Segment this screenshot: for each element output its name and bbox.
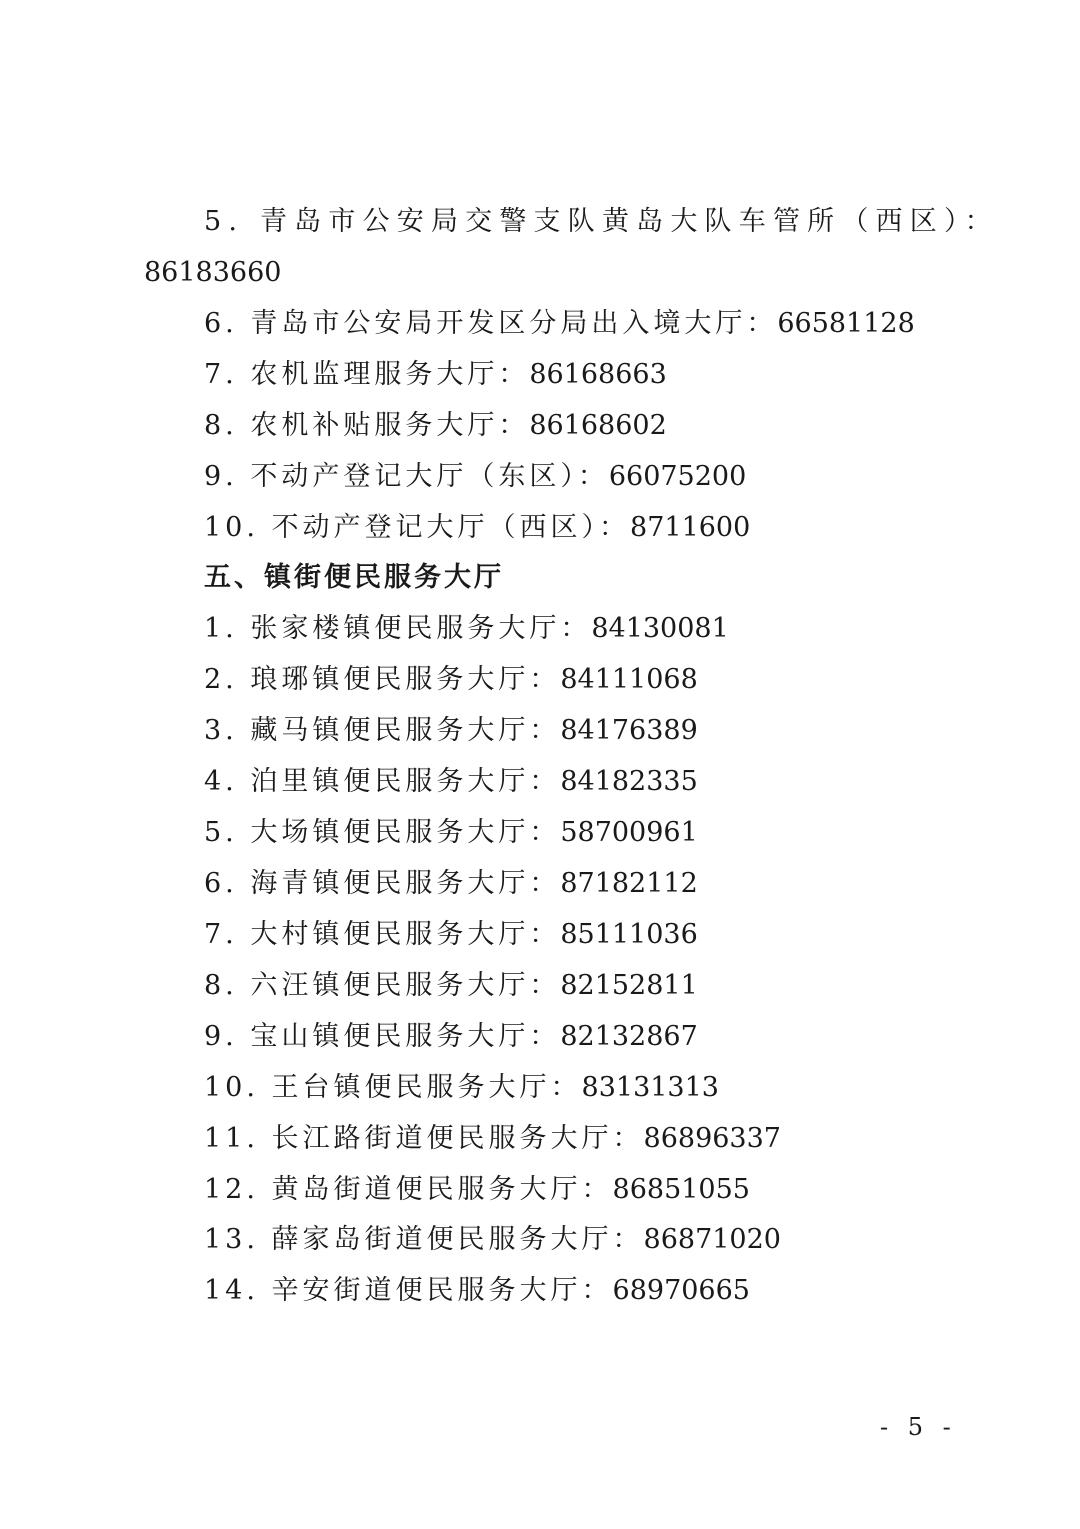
item-phone: 86168602: [529, 410, 667, 441]
item-label: 8. 六汪镇便民服务大厅：: [204, 970, 561, 1001]
item-phone: 58700961: [560, 817, 698, 848]
item-label: 13. 薛家岛街道便民服务大厅：: [204, 1224, 644, 1255]
list-item: [204, 511, 750, 545]
item-phone: 86851055: [612, 1174, 750, 1205]
item-label: 5. 青岛市公安局交警支队黄岛大队车管所（西区）：: [204, 206, 999, 237]
item-phone: 85111036: [560, 919, 698, 950]
list-item: [204, 358, 667, 392]
list-item: [204, 1020, 698, 1054]
item-phone: 68970665: [612, 1275, 750, 1306]
list-item: [204, 409, 667, 443]
page-number: - 5 -: [880, 1413, 957, 1441]
list-item: [204, 663, 698, 697]
item-phone: 66075200: [608, 461, 747, 492]
item-label: 7. 农机监理服务大厅：: [204, 359, 530, 390]
item-label: 8. 农机补贴服务大厅：: [204, 410, 530, 441]
item-label: 7. 大村镇便民服务大厅：: [204, 919, 561, 950]
item-label: 4. 泊里镇便民服务大厅：: [204, 766, 561, 797]
item-phone: 84176389: [560, 715, 698, 746]
item-label: 6. 青岛市公安局开发区分局出入境大厅：: [204, 308, 778, 339]
item-phone: 66581128: [777, 308, 915, 339]
list-item: [204, 765, 698, 799]
item-label: 10. 不动产登记大厅（西区）：: [204, 512, 631, 543]
item-label: 1. 张家楼镇便民服务大厅：: [204, 613, 592, 644]
list-item: [204, 612, 729, 646]
item-phone: 86168663: [529, 359, 667, 390]
item-label: 9. 宝山镇便民服务大厅：: [204, 1021, 561, 1052]
item-phone: 86183660: [144, 257, 282, 288]
list-item: [204, 918, 698, 952]
item-phone: 84111068: [560, 664, 698, 695]
item-label: 6. 海青镇便民服务大厅：: [204, 868, 561, 899]
item-phone: 82132867: [560, 1021, 698, 1052]
list-item: [204, 714, 698, 748]
item-phone: 84130081: [591, 613, 729, 644]
item-phone: 86871020: [643, 1224, 781, 1255]
item-phone: 87182112: [560, 868, 698, 899]
item-phone: 86896337: [643, 1123, 781, 1154]
item-label: 12. 黄岛街道便民服务大厅：: [204, 1174, 613, 1205]
item-label: 3. 藏马镇便民服务大厅：: [204, 715, 561, 746]
list-item-continuation: [144, 256, 281, 290]
item-label: 14. 辛安街道便民服务大厅：: [204, 1275, 613, 1306]
list-item: [204, 816, 698, 850]
item-label: 5. 大场镇便民服务大厅：: [204, 817, 561, 848]
item-phone: 84182335: [560, 766, 698, 797]
item-label: 10. 王台镇便民服务大厅：: [204, 1072, 582, 1103]
item-phone: 83131313: [581, 1072, 719, 1103]
list-item: [204, 1274, 750, 1308]
item-phone: 8711600: [630, 512, 751, 543]
list-item: [204, 205, 999, 239]
list-item: [204, 307, 915, 341]
list-item: [204, 460, 746, 494]
list-item: [204, 1071, 719, 1105]
section-heading: 五、镇街便民服务大厅: [204, 562, 504, 593]
list-item: [204, 1223, 781, 1257]
item-phone: 82152811: [560, 970, 698, 1001]
item-label: 11. 长江路街道便民服务大厅：: [204, 1123, 644, 1154]
list-item: [204, 867, 698, 901]
list-item: [204, 1122, 781, 1156]
item-label: 9. 不动产登记大厅（东区）：: [204, 461, 609, 492]
list-item: [204, 1173, 750, 1207]
item-label: 2. 琅琊镇便民服务大厅：: [204, 664, 561, 695]
list-item: [204, 969, 698, 1003]
